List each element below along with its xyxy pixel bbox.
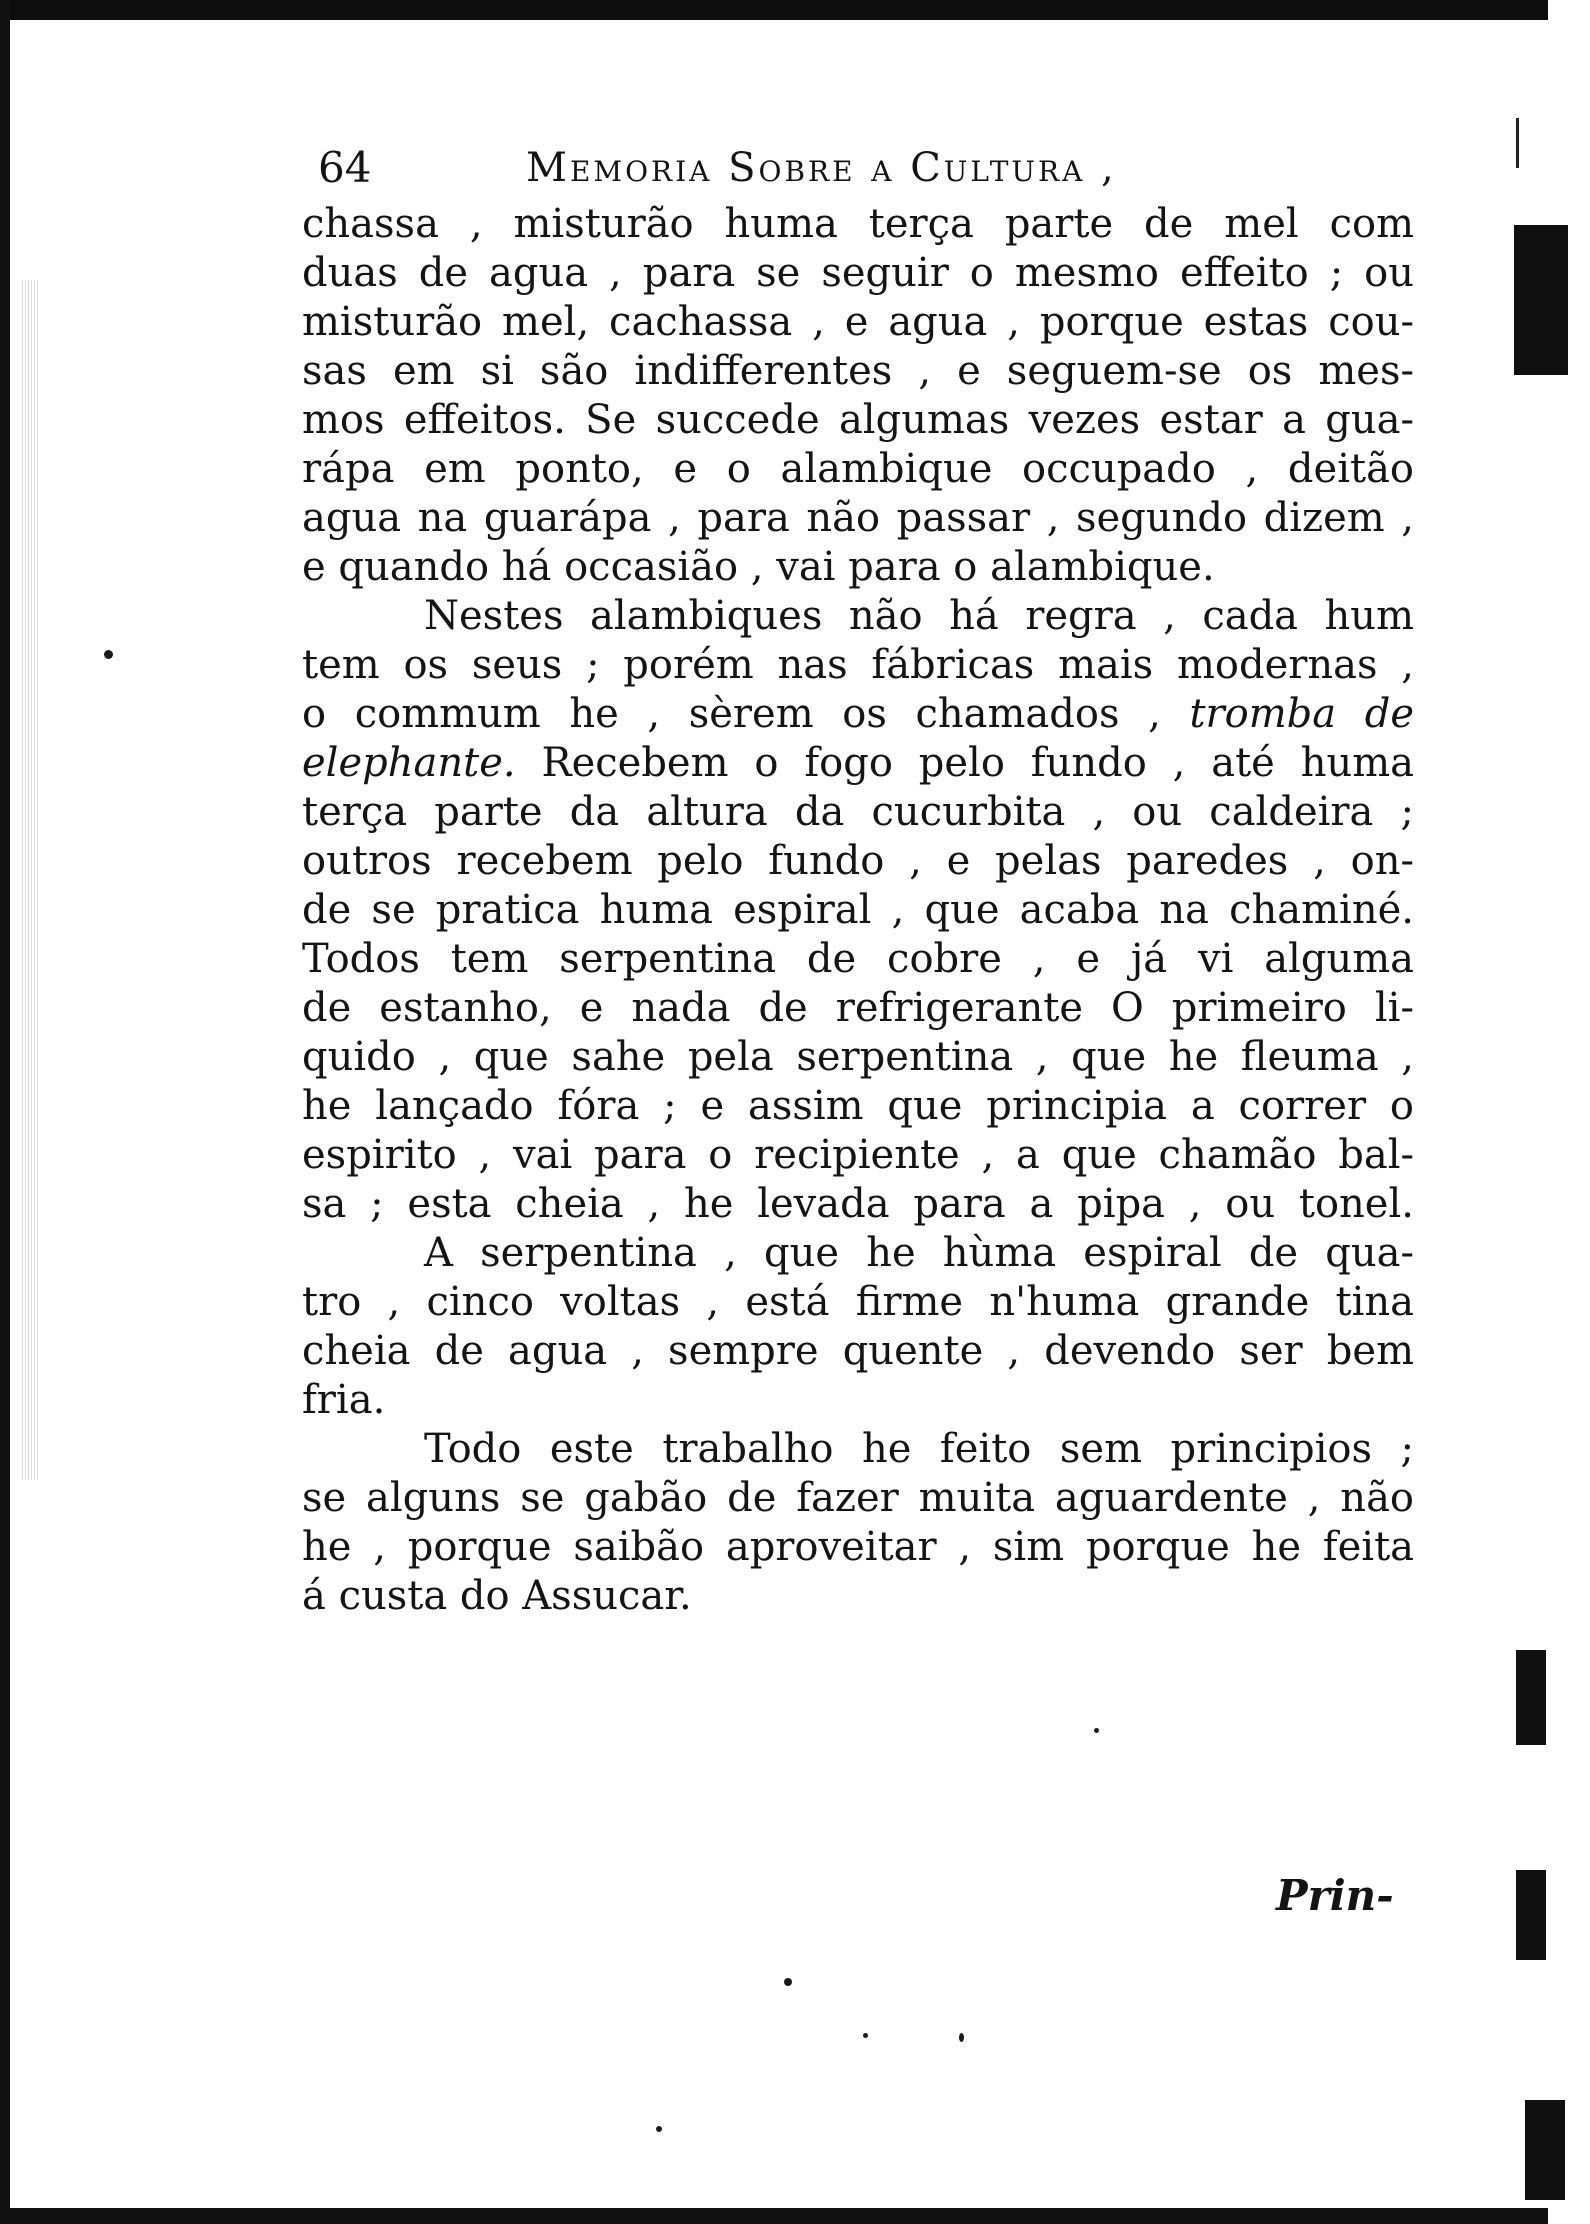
text-line: de se pratica huma espiral , que acaba na chaminé. (302, 887, 1414, 933)
body-text (302, 200, 1414, 1621)
text-line: se alguns se gabão de fazer muita aguardente , não (302, 1475, 1414, 1521)
text-line: A serpentina , que he hùma espiral de qua- (424, 1230, 1414, 1276)
text-line: sa ; esta cheia , he levada para a pipa , ou tonel. (302, 1181, 1414, 1227)
ink-speck (104, 650, 113, 659)
gutter-shadow (22, 280, 38, 1480)
running-title: Memoria Sobre a Cultura , (526, 145, 1117, 191)
italic-term: tromba de (1189, 691, 1415, 737)
text-line: fria. (302, 1377, 386, 1423)
facing-page-bleed (1516, 1650, 1546, 1745)
text-fragment: o commum he , sèrem os chamados , (302, 691, 1161, 737)
text-fragment: Recebem o fogo pelo fundo , até huma (541, 740, 1414, 786)
text-line: terça parte da altura da cucurbita , ou caldeira ; (302, 789, 1414, 835)
text-line: á custa do Assucar. (302, 1573, 692, 1619)
facing-page-bleed (1516, 1870, 1546, 1960)
text-line: espirito , vai para o recipiente , a que chamão bal- (302, 1132, 1414, 1178)
ink-speck (959, 2033, 964, 2042)
text-line: mos effeitos. Se succede algumas vezes estar a gua- (302, 397, 1414, 443)
text-line: de estanho, e nada de refrigerante O primeiro li- (302, 985, 1414, 1031)
text-line: rápa em ponto, e o alambique occupado , deitão (302, 446, 1414, 492)
margin-mark (1516, 118, 1519, 168)
facing-page-bleed (1514, 225, 1568, 375)
ink-speck (784, 1978, 792, 1986)
text-line (302, 690, 1414, 739)
text-line: agua na guarápa , para não passar , segundo dizem , (302, 495, 1414, 541)
text-line: tro , cinco voltas , está firme n'huma grande tina (302, 1279, 1414, 1325)
text-line: Todos tem serpentina de cobre , e já vi alguma (302, 936, 1414, 982)
text-line: e quando há occasião , vai para o alambique. (302, 544, 1215, 590)
ink-speck (1094, 1728, 1099, 1733)
text-line: chassa , misturão huma terça parte de mel com (302, 201, 1414, 247)
ink-speck (656, 2126, 662, 2132)
catchword: Prin- (1276, 1871, 1394, 1920)
running-head (318, 140, 1438, 196)
text-line: outros recebem pelo fundo , e pelas paredes , on- (302, 838, 1414, 884)
text-line: duas de agua , para se seguir o mesmo effeito ; ou (302, 250, 1414, 296)
scan-border-top (0, 0, 1590, 20)
text-line: tem os seus ; porém nas fábricas mais modernas , (302, 642, 1414, 688)
text-line (302, 739, 1414, 788)
text-line: sas em si são indifferentes , e seguem-se os mes- (302, 348, 1414, 394)
scan-border-left (0, 0, 10, 2224)
text-line: he lançado fóra ; e assim que principia a correr o (302, 1083, 1414, 1129)
text-line: misturão mel, cachassa , e agua , porque estas cou- (302, 299, 1414, 345)
page-number: 64 (318, 143, 372, 192)
text-line: he , porque saibão aproveitar , sim porque he feita (302, 1524, 1414, 1570)
text-line: Todo este trabalho he feito sem principios ; (424, 1426, 1414, 1472)
ink-speck (863, 2033, 868, 2038)
facing-page-bleed (1525, 2100, 1565, 2200)
text-line: quido , que sahe pela serpentina , que he fleuma , (302, 1034, 1414, 1080)
scan-border-bottom (0, 2208, 1590, 2224)
italic-term: elephante. (302, 740, 516, 786)
text-line: cheia de agua , sempre quente , devendo ser bem (302, 1328, 1414, 1374)
text-line: Nestes alambiques não há regra , cada hum (424, 593, 1414, 639)
